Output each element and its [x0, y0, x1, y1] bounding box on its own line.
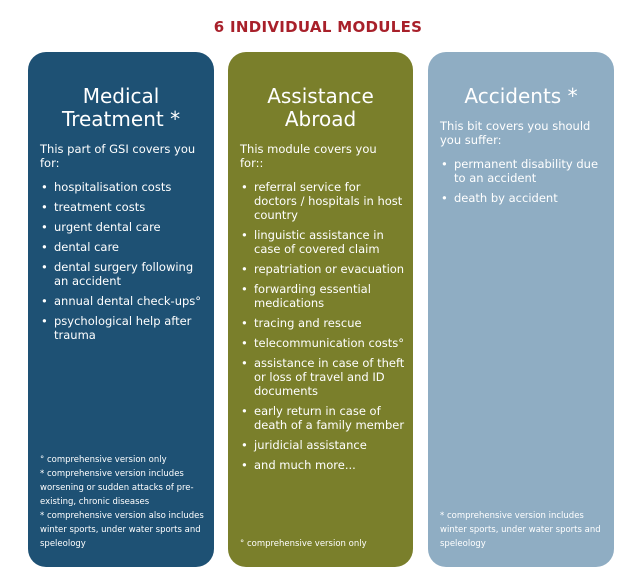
list-item: • linguistic assistance in case of covered claim — [240, 228, 405, 256]
footnotes — [40, 453, 206, 551]
coverage-list — [40, 180, 206, 342]
list-item: • death by accident — [440, 191, 606, 205]
footnotes — [240, 537, 405, 551]
list-item: • referral service for doctors / hospitals in host country — [240, 180, 405, 222]
list-item: • urgent dental care — [40, 220, 206, 234]
list-item: • forwarding essential medications — [240, 282, 405, 310]
list-item: • hospitalisation costs — [40, 180, 206, 194]
footnote: ° comprehensive version only — [40, 455, 167, 465]
module-title: Accidents * — [464, 84, 578, 108]
list-item: • treatment costs — [40, 200, 206, 214]
module-card-medical-treatment — [28, 52, 214, 567]
footnote: * comprehensive version also includes winter sports, under water sports and speleology — [40, 511, 204, 549]
footnote: * comprehensive version includes worsening or sudden attacks of pre-existing, chronic diseases — [40, 469, 194, 507]
list-item: • telecommunication costs° — [240, 336, 405, 350]
module-title: Assistance Abroad — [267, 84, 374, 131]
list-item: • dental care — [40, 240, 206, 254]
footnotes — [440, 509, 606, 551]
footnote: * comprehensive version includes winter sports, under water sports and speleology — [440, 511, 601, 549]
coverage-list — [440, 157, 606, 205]
list-item: • repatriation or evacuation — [240, 262, 405, 276]
list-item: • permanent disability due to an accident — [440, 157, 606, 185]
list-item: • dental surgery following an accident — [40, 260, 206, 288]
module-intro: This bit covers you should you suffer: — [440, 119, 591, 147]
module-card-accidents — [428, 52, 614, 567]
list-item: • annual dental check-ups° — [40, 294, 206, 308]
footnote: ° comprehensive version only — [240, 539, 367, 549]
module-intro: This part of GSI covers you for: — [40, 142, 196, 170]
list-item: • juridicial assistance — [240, 438, 405, 452]
module-card-assistance-abroad — [228, 52, 413, 567]
list-item: • tracing and rescue — [240, 316, 405, 330]
list-item: • early return in case of death of a family member — [240, 404, 405, 432]
list-item: • psychological help after trauma — [40, 314, 206, 342]
module-title: Medical Treatment * — [61, 84, 181, 131]
list-item: • and much more... — [240, 458, 405, 472]
list-item: • assistance in case of theft or loss of travel and ID documents — [240, 356, 405, 398]
coverage-list — [240, 180, 405, 472]
module-intro: This module covers you for:: — [240, 142, 377, 170]
page-heading: 6 INDIVIDUAL MODULES — [213, 18, 423, 36]
